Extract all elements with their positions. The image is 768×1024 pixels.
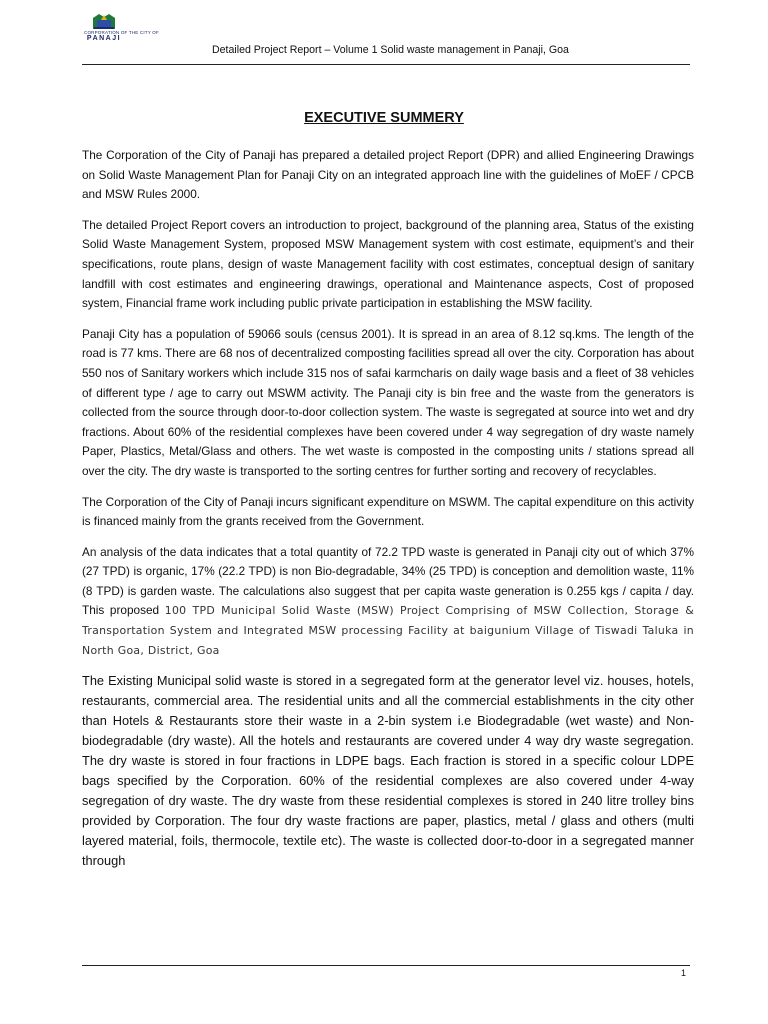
running-header: Detailed Project Report – Volume 1 Solid waste management in Panaji, Goa <box>212 44 569 56</box>
paragraph: The detailed Project Report covers an introduction to project, background of the planning area, Status of the existing Solid Waste Management System, proposed MSW Management system with cost estimate, equipment’s and their specifications, route plans, design of waste Management facility with cost estimates, conceptual design of sanitary landfill with cost estimates and engineering drawings, operational and Maintenance aspects, Cost of proposed system, Financial frame work including public private participation in establishing the MSW facility. <box>82 217 694 311</box>
paragraph: The Corporation of the City of Panaji incurs significant expenditure on MSWM. The capital expenditure on this activity is financed mainly from the grants received from the Government. <box>82 494 694 529</box>
page-number: 1 <box>680 968 686 978</box>
header-divider <box>82 64 690 65</box>
corporation-logo <box>84 12 159 42</box>
proposed-project-text: 100 TPD Municipal Solid Waste (MSW) Project Comprising of MSW Collection, Storage & Transportation System and Integrated MSW processing Facility at baigunium Village of Tiswadi Taluka in North Goa, District, Goa <box>82 604 694 657</box>
panaji-emblem-icon <box>91 12 117 30</box>
paragraph: The Existing Municipal solid waste is stored in a segregated form at the generator level viz. houses, hotels, restaurants, commercial area. The residential units and all the commercial establishments in the city other than Hotels & Restaurants store their waste in a 2-bin system i.e Biodegradable (wet waste) and Non-biodegradable (dry waste). All the hotels and restaurants are covered under 4 way dry waste segregation. The dry waste is stored in four fractions in LDPE bags. Each fraction is stored in a specific colour LDPE bags specified by the Corporation. 60% of the residential complexes are also covered under 4-way segregation of dry waste. The dry waste from these residential complexes is stored in 240 litre trolley bins provided by Corporation. The four dry waste fractions are paper, plastics, metal / glass and others (multi layered material, foils, thermocole, textile etc). The waste is collected door-to-door in a segregated manner through <box>82 673 694 869</box>
footer-divider <box>82 965 690 966</box>
body-text <box>82 146 694 882</box>
analysis-text: An analysis of the data indicates that a total quantity of 72.2 TPD waste is generated in Panaji city out of which 37% (27 TPD) is organic, 17% (22.2 TPD) is non Bio-degradable, 34% (25 TPD) is conception and demolition waste, 11% (8 TPD) is garden waste. The calculations also suggest that per capita waste generation is 0.255 kgs / capita / day. This proposed <box>82 544 694 618</box>
page-title: EXECUTIVE SUMMERY <box>304 110 464 126</box>
logo-caption: CORPORATION OF THE CITY OF <box>84 30 159 35</box>
paragraph: The Corporation of the City of Panaji has prepared a detailed project Report (DPR) and allied Engineering Drawings on Solid Waste Management Plan for Panaji City on an integrated approach line with the guidelines of MoEF / CPCB and MSW Rules 2000. <box>82 148 694 202</box>
paragraph-analysis <box>82 543 694 661</box>
paragraph: Panaji City has a population of 59066 souls (census 2001). It is spread in an area of 8.12 sq.kms. The length of the road is 77 kms. There are 68 nos of decentralized composting facilities spread all over the city. Corporation has about 550 nos of Sanitary workers which include 315 nos of safai karmcharis on daily wage basis and a fleet of 38 vehicles of different type / age to carry out MSWM activity. The Panaji city is bin free and the waste from the generators is collected from the source through door-to-door collection system. The waste is segregated at source into wet and dry fractions. About 60% of the residential complexes have been covered under 4 way segregation of dry waste namely Paper, Plastics, Metal/Glass and others. The wet waste is composted in the composting units / stations spread all over the city. The dry waste is transported to the sorting centres for further sorting and recovery of recyclables. <box>82 326 695 478</box>
logo-name: PANAJI <box>86 35 122 42</box>
